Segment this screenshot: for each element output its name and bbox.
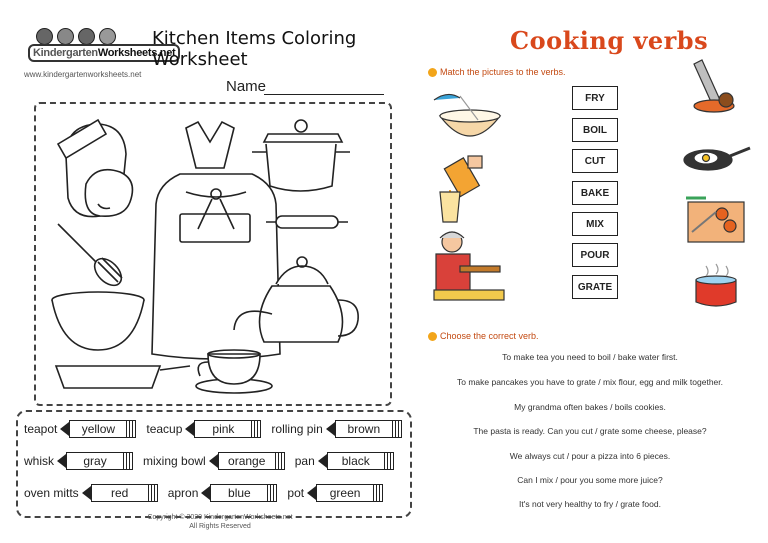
crayon-color-label: yellow: [69, 420, 127, 438]
grandma-baking-picture-icon: [434, 232, 504, 300]
mixing-bowl-picture-icon: [434, 94, 500, 136]
crayon-icon: [326, 420, 402, 438]
sentence: The pasta is ready. Can you cut / grate some cheese, please?: [473, 426, 707, 436]
sentence: We always cut / pour a pizza into 6 pieces.: [509, 451, 671, 461]
crayon-icon: [57, 452, 133, 470]
cooking-verbs-title: Cooking verbs: [510, 26, 709, 55]
verb-box: CUT: [572, 149, 618, 173]
logo-text-a: Kindergarten: [33, 47, 98, 59]
legend-word: teapot: [24, 422, 58, 436]
worksheet-title: Kitchen Items Coloring Worksheet: [152, 28, 357, 70]
crayon-icon: [307, 484, 383, 502]
crayon-color-label: green: [316, 484, 374, 502]
verb-box: MIX: [572, 212, 618, 236]
crayon-icon: [209, 452, 285, 470]
pictures-box: [34, 102, 392, 406]
crayon-color-label: blue: [210, 484, 268, 502]
instruction-choose-text: Choose the correct verb.: [440, 331, 539, 341]
crayon-color-label: red: [91, 484, 149, 502]
verb-box: FRY: [572, 86, 618, 110]
legend-word: apron: [167, 486, 199, 500]
rolling-pin-icon: [266, 216, 348, 228]
copyright-line-1: Copyright © 2020 KindergartenWorksheets.net: [147, 514, 293, 521]
sentence: To make tea you need to boil / bake water first.: [502, 352, 678, 362]
sentence: It's not very healthy to fry / grate food.: [519, 499, 661, 509]
logo-kids-icon: [36, 28, 116, 45]
verb-box: GRATE: [572, 275, 618, 299]
sentence: To make pancakes you have to grate / mix flour, egg and milk together.: [456, 377, 723, 387]
frying-pan-egg-picture-icon: [684, 148, 750, 170]
legend-row-3: [24, 484, 383, 502]
legend-word: pot: [287, 486, 305, 500]
verb-box: BAKE: [572, 181, 618, 205]
bowl-icon: [52, 292, 144, 350]
bullet-icon: [428, 332, 437, 341]
legend-word: oven mitts: [24, 486, 79, 500]
crayon-color-label: black: [327, 452, 385, 470]
crayon-icon: [185, 420, 261, 438]
instruction-match-text: Match the pictures to the verbs.: [440, 67, 566, 77]
crayon-icon: [318, 452, 394, 470]
crayon-icon: [201, 484, 277, 502]
crayon-color-label: pink: [194, 420, 252, 438]
crayon-icon: [82, 484, 158, 502]
frying-pan-icon: [56, 366, 190, 388]
legend-word: rolling pin: [271, 422, 323, 436]
instruction-match: [428, 67, 566, 77]
oven-mitts-icon: [58, 120, 132, 217]
legend-row-1: [24, 420, 402, 438]
legend-word: teacup: [146, 422, 183, 436]
site-logo: [28, 28, 176, 68]
grater-picture-icon: [694, 60, 734, 112]
color-legend: [16, 410, 412, 518]
name-label: Name: [226, 78, 267, 95]
sentence: Can I mix / pour you some more juice?: [517, 475, 663, 485]
boiling-pot-picture-icon: [696, 264, 736, 306]
bullet-icon: [428, 68, 437, 77]
legend-word: whisk: [24, 454, 55, 468]
cooking-verbs-worksheet: [412, 0, 768, 543]
site-url: www.kindergartenworksheets.net: [24, 70, 142, 79]
crayon-icon: [60, 420, 136, 438]
crayon-color-label: orange: [218, 452, 276, 470]
pot-icon: [252, 120, 350, 191]
legend-row-2: [24, 452, 394, 470]
whisk-icon: [58, 224, 126, 290]
sentence: My grandma often bakes / boils cookies.: [514, 402, 666, 412]
copyright: [110, 513, 330, 531]
legend-word: mixing bowl: [143, 454, 206, 468]
verb-box: POUR: [572, 243, 618, 267]
copyright-line-2: All Rights Reserved: [189, 523, 251, 530]
legend-word: pan: [294, 454, 315, 468]
crayon-color-label: gray: [66, 452, 124, 470]
instruction-choose: [428, 331, 539, 341]
logo-text-b: Worksheets.net: [97, 47, 176, 59]
verb-box: BOIL: [572, 118, 618, 142]
crayon-color-label: brown: [335, 420, 393, 438]
pouring-juice-picture-icon: [440, 156, 482, 222]
cutting-picture-icon: [686, 198, 744, 242]
name-line: [264, 94, 384, 95]
teacup-icon: [196, 350, 272, 393]
